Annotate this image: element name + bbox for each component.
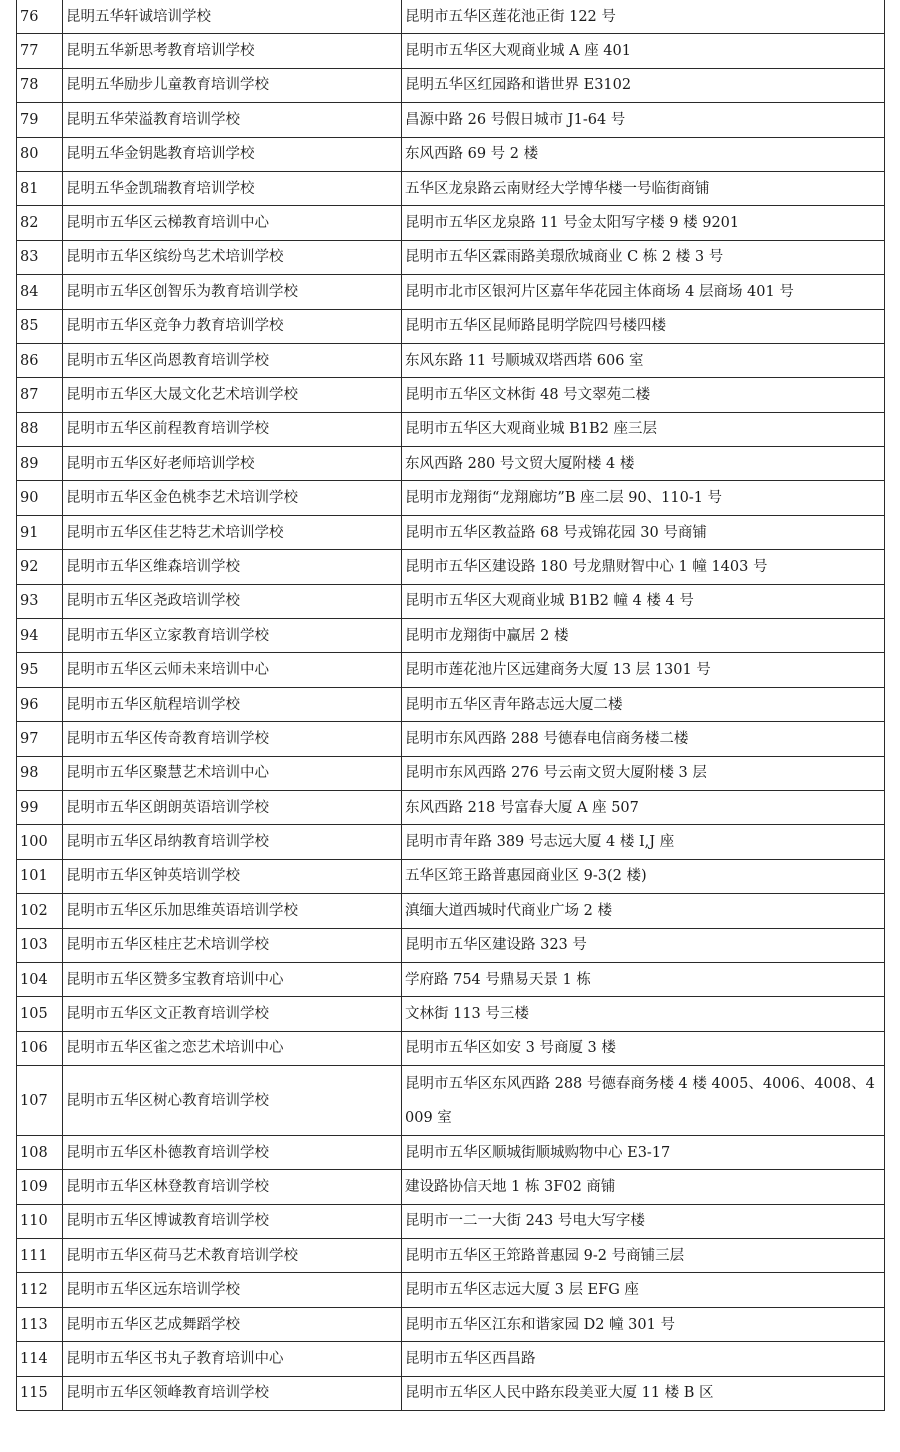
row-number-cell: 86 xyxy=(17,343,63,377)
institution-name-cell: 昆明市五华区佳艺特艺术培训学校 xyxy=(63,515,402,549)
table-row xyxy=(17,447,885,481)
address-cell: 文林街 113 号三楼 xyxy=(402,997,885,1031)
table-row xyxy=(17,515,885,549)
row-number-cell: 84 xyxy=(17,275,63,309)
institution-name-cell: 昆明五华金凯瑞教育培训学校 xyxy=(63,171,402,205)
row-number-cell: 78 xyxy=(17,68,63,102)
institution-name-cell: 昆明市五华区钟英培训学校 xyxy=(63,859,402,893)
row-number-cell: 81 xyxy=(17,171,63,205)
institution-name-cell: 昆明五华荣溢教育培训学校 xyxy=(63,103,402,137)
table-row xyxy=(17,584,885,618)
address-cell: 昆明市五华区霖雨路美璟欣城商业 C 栋 2 楼 3 号 xyxy=(402,240,885,274)
address-cell: 建设路协信天地 1 栋 3F02 商铺 xyxy=(402,1170,885,1204)
table-row xyxy=(17,1170,885,1204)
row-number-cell: 85 xyxy=(17,309,63,343)
address-cell: 昆明市五华区顺城街顺城购物中心 E3-17 xyxy=(402,1135,885,1169)
institution-name-cell: 昆明市五华区文正教育培训学校 xyxy=(63,997,402,1031)
address-cell: 昆明市五华区人民中路东段美亚大厦 11 楼 B 区 xyxy=(402,1376,885,1410)
institution-name-cell: 昆明市五华区航程培训学校 xyxy=(63,687,402,721)
table-row xyxy=(17,653,885,687)
table-row xyxy=(17,1376,885,1410)
table-row xyxy=(17,859,885,893)
row-number-cell: 80 xyxy=(17,137,63,171)
row-number-cell: 114 xyxy=(17,1342,63,1376)
row-number-cell: 90 xyxy=(17,481,63,515)
institution-name-cell: 昆明市五华区荷马艺术教育培训学校 xyxy=(63,1239,402,1273)
row-number-cell: 99 xyxy=(17,790,63,824)
table-row xyxy=(17,343,885,377)
institution-table xyxy=(16,0,885,1411)
institution-name-cell: 昆明市五华区缤纷鸟艺术培训学校 xyxy=(63,240,402,274)
address-cell: 昆明市五华区大观商业城 B1B2 幢 4 楼 4 号 xyxy=(402,584,885,618)
address-cell: 昆明市一二一大街 243 号电大写字楼 xyxy=(402,1204,885,1238)
institution-name-cell: 昆明市五华区尧政培训学校 xyxy=(63,584,402,618)
row-number-cell: 83 xyxy=(17,240,63,274)
table-row xyxy=(17,1031,885,1065)
institution-name-cell: 昆明市五华区尚恩教育培训学校 xyxy=(63,343,402,377)
row-number-cell: 108 xyxy=(17,1135,63,1169)
table-body xyxy=(17,0,885,1411)
institution-name-cell: 昆明市五华区云梯教育培训中心 xyxy=(63,206,402,240)
institution-name-cell: 昆明市五华区维森培训学校 xyxy=(63,550,402,584)
table-row xyxy=(17,1273,885,1307)
row-number-cell: 87 xyxy=(17,378,63,412)
row-number-cell: 104 xyxy=(17,962,63,996)
address-cell: 昆明市五华区建设路 180 号龙鼎财智中心 1 幢 1403 号 xyxy=(402,550,885,584)
row-number-cell: 113 xyxy=(17,1307,63,1341)
address-cell: 昆明市五华区文林街 48 号文翠苑二楼 xyxy=(402,378,885,412)
row-number-cell: 101 xyxy=(17,859,63,893)
table-row xyxy=(17,240,885,274)
institution-name-cell: 昆明市五华区林登教育培训学校 xyxy=(63,1170,402,1204)
address-cell: 昆明市龙翔街中赢居 2 楼 xyxy=(402,619,885,653)
table-row xyxy=(17,790,885,824)
table-row xyxy=(17,378,885,412)
row-number-cell: 102 xyxy=(17,894,63,928)
table-row xyxy=(17,962,885,996)
address-cell: 昆明市五华区大观商业城 B1B2 座三层 xyxy=(402,412,885,446)
institution-name-cell: 昆明市五华区立家教育培训学校 xyxy=(63,619,402,653)
institution-name-cell: 昆明市五华区前程教育培训学校 xyxy=(63,412,402,446)
address-cell: 东风西路 218 号富春大厦 A 座 507 xyxy=(402,790,885,824)
row-number-cell: 96 xyxy=(17,687,63,721)
table-row xyxy=(17,68,885,102)
address-cell: 滇缅大道西城时代商业广场 2 楼 xyxy=(402,894,885,928)
row-number-cell: 92 xyxy=(17,550,63,584)
address-cell: 昆明市五华区教益路 68 号戎锦花园 30 号商铺 xyxy=(402,515,885,549)
table-row xyxy=(17,928,885,962)
row-number-cell: 107 xyxy=(17,1066,63,1136)
row-number-cell: 94 xyxy=(17,619,63,653)
institution-name-cell: 昆明市五华区朴德教育培训学校 xyxy=(63,1135,402,1169)
institution-name-cell: 昆明市五华区书丸子教育培训中心 xyxy=(63,1342,402,1376)
table-row xyxy=(17,34,885,68)
document-page xyxy=(16,0,884,1411)
address-cell: 昆明五华区红园路和谐世界 E3102 xyxy=(402,68,885,102)
address-cell: 昆明市五华区王筇路普惠园 9-2 号商铺三层 xyxy=(402,1239,885,1273)
row-number-cell: 98 xyxy=(17,756,63,790)
institution-name-cell: 昆明市五华区昂纳教育培训学校 xyxy=(63,825,402,859)
row-number-cell: 79 xyxy=(17,103,63,137)
institution-name-cell: 昆明市五华区传奇教育培训学校 xyxy=(63,722,402,756)
address-cell: 五华区筇王路普惠园商业区 9-3(2 楼) xyxy=(402,859,885,893)
table-row xyxy=(17,722,885,756)
table-row xyxy=(17,825,885,859)
row-number-cell: 115 xyxy=(17,1376,63,1410)
table-row xyxy=(17,1239,885,1273)
address-cell: 昆明市五华区东风西路 288 号德春商务楼 4 楼 4005、4006、4008、4009 室 xyxy=(402,1066,885,1136)
address-cell: 昆明市五华区西昌路 xyxy=(402,1342,885,1376)
institution-name-cell: 昆明市五华区竞争力教育培训学校 xyxy=(63,309,402,343)
address-cell: 东风西路 69 号 2 楼 xyxy=(402,137,885,171)
row-number-cell: 105 xyxy=(17,997,63,1031)
table-row xyxy=(17,997,885,1031)
row-number-cell: 88 xyxy=(17,412,63,446)
row-number-cell: 100 xyxy=(17,825,63,859)
table-row xyxy=(17,481,885,515)
institution-name-cell: 昆明五华新思考教育培训学校 xyxy=(63,34,402,68)
row-number-cell: 109 xyxy=(17,1170,63,1204)
table-row xyxy=(17,1342,885,1376)
table-row xyxy=(17,1204,885,1238)
institution-name-cell: 昆明市五华区赞多宝教育培训中心 xyxy=(63,962,402,996)
row-number-cell: 95 xyxy=(17,653,63,687)
institution-name-cell: 昆明市五华区创智乐为教育培训学校 xyxy=(63,275,402,309)
address-cell: 学府路 754 号鼎易天景 1 栋 xyxy=(402,962,885,996)
institution-name-cell: 昆明五华轩诚培训学校 xyxy=(63,0,402,34)
institution-name-cell: 昆明市五华区领峰教育培训学校 xyxy=(63,1376,402,1410)
row-number-cell: 91 xyxy=(17,515,63,549)
institution-name-cell: 昆明市五华区远东培训学校 xyxy=(63,1273,402,1307)
table-row xyxy=(17,687,885,721)
row-number-cell: 111 xyxy=(17,1239,63,1273)
institution-name-cell: 昆明市五华区聚慧艺术培训中心 xyxy=(63,756,402,790)
address-cell: 昆明市五华区龙泉路 11 号金太阳写字楼 9 楼 9201 xyxy=(402,206,885,240)
address-cell: 昆明市莲花池片区远建商务大厦 13 层 1301 号 xyxy=(402,653,885,687)
table-row xyxy=(17,206,885,240)
table-row xyxy=(17,275,885,309)
row-number-cell: 103 xyxy=(17,928,63,962)
institution-name-cell: 昆明市五华区金色桃李艺术培训学校 xyxy=(63,481,402,515)
address-cell: 东风西路 280 号文贸大厦附楼 4 楼 xyxy=(402,447,885,481)
address-cell: 昆明市五华区志远大厦 3 层 EFG 座 xyxy=(402,1273,885,1307)
address-cell: 昆明市青年路 389 号志远大厦 4 楼 I,J 座 xyxy=(402,825,885,859)
institution-name-cell: 昆明市五华区朗朗英语培训学校 xyxy=(63,790,402,824)
institution-name-cell: 昆明市五华区桂庄艺术培训学校 xyxy=(63,928,402,962)
address-cell: 昌源中路 26 号假日城市 J1-64 号 xyxy=(402,103,885,137)
institution-name-cell: 昆明市五华区艺成舞蹈学校 xyxy=(63,1307,402,1341)
address-cell: 昆明市五华区大观商业城 A 座 401 xyxy=(402,34,885,68)
address-cell: 昆明市北市区银河片区嘉年华花园主体商场 4 层商场 401 号 xyxy=(402,275,885,309)
row-number-cell: 82 xyxy=(17,206,63,240)
address-cell: 昆明市五华区昆师路昆明学院四号楼四楼 xyxy=(402,309,885,343)
address-cell: 昆明市五华区青年路志远大厦二楼 xyxy=(402,687,885,721)
institution-name-cell: 昆明市五华区云师未来培训中心 xyxy=(63,653,402,687)
table-row xyxy=(17,171,885,205)
table-row xyxy=(17,0,885,34)
table-row xyxy=(17,137,885,171)
table-row xyxy=(17,756,885,790)
row-number-cell: 93 xyxy=(17,584,63,618)
address-cell: 昆明市龙翔街“龙翔廊坊”B 座二层 90、110-1 号 xyxy=(402,481,885,515)
table-row xyxy=(17,1307,885,1341)
address-cell: 昆明市五华区建设路 323 号 xyxy=(402,928,885,962)
address-cell: 东风东路 11 号顺城双塔西塔 606 室 xyxy=(402,343,885,377)
table-row xyxy=(17,1135,885,1169)
row-number-cell: 97 xyxy=(17,722,63,756)
institution-name-cell: 昆明五华励步儿童教育培训学校 xyxy=(63,68,402,102)
table-row xyxy=(17,550,885,584)
row-number-cell: 106 xyxy=(17,1031,63,1065)
institution-name-cell: 昆明市五华区大晟文化艺术培训学校 xyxy=(63,378,402,412)
address-cell: 昆明市东风西路 288 号德春电信商务楼二楼 xyxy=(402,722,885,756)
table-row xyxy=(17,894,885,928)
institution-name-cell: 昆明市五华区博诚教育培训学校 xyxy=(63,1204,402,1238)
table-row xyxy=(17,309,885,343)
institution-name-cell: 昆明五华金钥匙教育培训学校 xyxy=(63,137,402,171)
table-row xyxy=(17,619,885,653)
institution-name-cell: 昆明市五华区乐加思维英语培训学校 xyxy=(63,894,402,928)
row-number-cell: 110 xyxy=(17,1204,63,1238)
address-cell: 昆明市东风西路 276 号云南文贸大厦附楼 3 层 xyxy=(402,756,885,790)
table-row xyxy=(17,103,885,137)
address-cell: 昆明市五华区江东和谐家园 D2 幢 301 号 xyxy=(402,1307,885,1341)
row-number-cell: 77 xyxy=(17,34,63,68)
institution-name-cell: 昆明市五华区雀之恋艺术培训中心 xyxy=(63,1031,402,1065)
institution-name-cell: 昆明市五华区树心教育培训学校 xyxy=(63,1066,402,1136)
table-row xyxy=(17,412,885,446)
row-number-cell: 89 xyxy=(17,447,63,481)
row-number-cell: 76 xyxy=(17,0,63,34)
address-cell: 五华区龙泉路云南财经大学博华楼一号临街商铺 xyxy=(402,171,885,205)
table-row xyxy=(17,1066,885,1136)
address-cell: 昆明市五华区如安 3 号商厦 3 楼 xyxy=(402,1031,885,1065)
address-cell: 昆明市五华区莲花池正街 122 号 xyxy=(402,0,885,34)
row-number-cell: 112 xyxy=(17,1273,63,1307)
institution-name-cell: 昆明市五华区好老师培训学校 xyxy=(63,447,402,481)
